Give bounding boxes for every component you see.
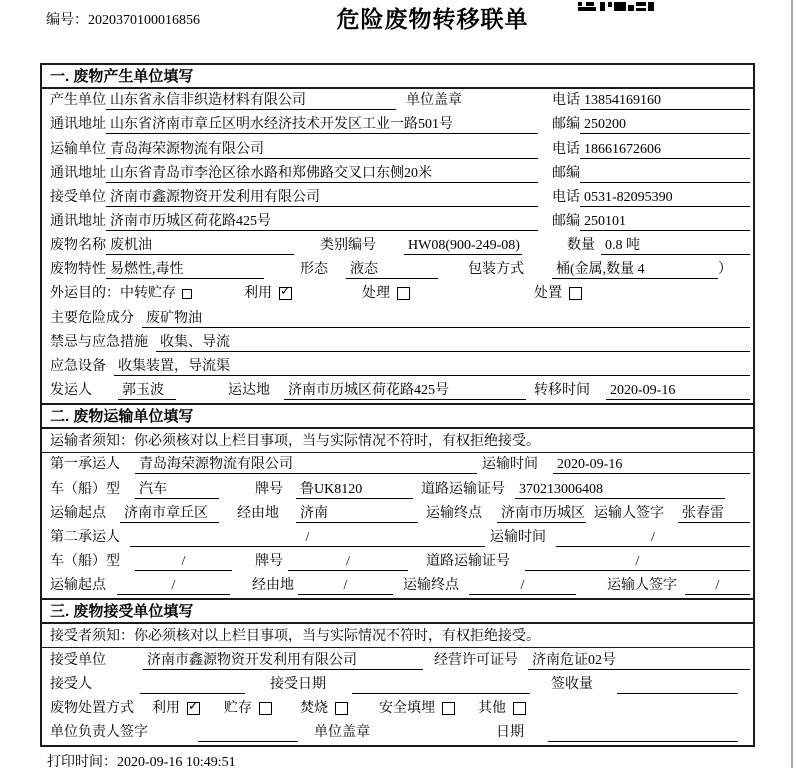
destination-value: 济南市历城区荷花路425号	[284, 381, 526, 400]
section3-header-label: 三. 废物接受单位填写	[50, 603, 194, 621]
transporter-address-row	[42, 162, 753, 186]
unit-signature-value	[198, 723, 298, 742]
producer-phone-value: 13854169160	[580, 91, 750, 110]
unit-signature-row	[42, 721, 753, 745]
disposal-option-utilize	[152, 699, 200, 718]
print-time-label: 打印时间：	[47, 755, 117, 770]
print-time-value: 2020-09-16 10:49:51	[117, 755, 236, 770]
address-label: 通讯地址	[50, 117, 106, 133]
route-end-label: 运输终点	[403, 578, 459, 594]
via-value: 济南	[296, 504, 418, 523]
phone-label: 电话	[552, 141, 580, 157]
transporter-notice-text: 运输者须知：你必须核对以上栏目事项，当与实际情况不符时，有权拒绝接受。	[50, 433, 540, 449]
option-label: 中转贮存	[120, 286, 176, 302]
road-permit-value: /	[525, 552, 750, 571]
receiver-row	[42, 186, 753, 210]
received-quantity-label: 签收量	[551, 676, 593, 692]
via-value: /	[298, 576, 393, 595]
checkbox-icon	[279, 287, 292, 300]
disposal-method-row	[42, 697, 753, 721]
producer-value: 山东省永信非织造材料有限公司	[106, 91, 396, 110]
disposal-method-label: 废物处置方式	[50, 700, 134, 716]
receiver-notice-text: 接受者须知：你必须核对以上栏目事项，当与实际情况不符时，有权拒绝接受。	[50, 628, 540, 644]
second-carrier-value: /	[130, 528, 485, 547]
option-label: 处理	[362, 286, 390, 302]
zip-label: 邮编	[552, 165, 580, 181]
section3-header	[42, 598, 753, 624]
producer-address-value: 山东省济南市章丘区明水经济技术开发区工业一路501号	[106, 115, 538, 134]
category-label: 类别编号	[320, 238, 376, 254]
disposal-option-store	[224, 699, 272, 718]
page-right-edge	[791, 0, 793, 768]
equipment-value: 收集装置，导流渠	[114, 357, 750, 376]
second-carrier-label: 第二承运人	[50, 529, 120, 545]
section1-header	[42, 65, 753, 89]
hazard-label: 主要危险成分	[50, 310, 134, 326]
acceptor-row	[42, 673, 753, 697]
receiver-zip-value: 250101	[580, 212, 750, 231]
accepting-unit-label: 接受单位	[50, 652, 106, 668]
phone-label: 电话	[552, 189, 580, 205]
checkbox-icon	[335, 702, 348, 715]
checkbox-icon	[187, 702, 200, 715]
carrier-signature-label: 运输人签字	[607, 578, 677, 594]
accept-date-label: 接受日期	[270, 676, 326, 692]
transport-time-value: /	[556, 528, 750, 547]
second-route-row	[42, 574, 753, 598]
road-permit-label: 道路运输证号	[421, 481, 505, 497]
first-vehicle-row	[42, 477, 753, 501]
section2-header	[42, 403, 753, 429]
transporter-zip-value	[580, 164, 750, 183]
zip-label: 邮编	[552, 213, 580, 229]
unit-seal-label: 单位盖章	[314, 724, 370, 740]
zip-label: 邮编	[552, 117, 580, 133]
first-carrier-label: 第一承运人	[50, 457, 120, 473]
option-label: 其他	[478, 700, 506, 716]
waste-name-label: 废物名称	[50, 238, 106, 254]
producer-label: 产生单位	[50, 93, 106, 109]
transporter-address-value: 山东省青岛市李沧区徐水路和郑佛路交叉口东侧20米	[106, 164, 538, 183]
receiver-phone-value: 0531-82095390	[580, 188, 750, 207]
shipper-value: 郭玉波	[118, 381, 176, 400]
checkbox-icon	[259, 702, 272, 715]
purpose-option-storage	[120, 284, 192, 303]
acceptor-value	[140, 675, 245, 694]
route-start-label: 运输起点	[50, 578, 106, 594]
checkbox-icon	[397, 287, 410, 300]
route-start-label: 运输起点	[50, 505, 106, 521]
transport-time-value: 2020-09-16	[553, 455, 750, 474]
accepting-unit-row	[42, 648, 753, 672]
plate-label: 牌号	[255, 481, 283, 497]
packing-close-paren: ）	[718, 262, 732, 278]
carrier-signature-label: 运输人签字	[594, 505, 664, 521]
accept-date-value	[352, 675, 530, 694]
via-label: 经由地	[237, 505, 279, 521]
form-value: 液态	[346, 260, 438, 279]
route-start-value: /	[117, 576, 230, 595]
first-route-row	[42, 502, 753, 526]
address-label: 通讯地址	[50, 165, 106, 181]
seal-label: 单位盖章	[406, 93, 462, 109]
route-end-label: 运输终点	[426, 505, 482, 521]
shipper-row	[42, 379, 753, 403]
via-label: 经由地	[252, 578, 294, 594]
option-label: 安全填埋	[379, 700, 435, 716]
hazard-component-row	[42, 306, 753, 330]
section1-header-label: 一. 废物产生单位填写	[50, 68, 194, 86]
received-quantity-value	[617, 675, 738, 694]
vehicle-type-label: 车（船）型	[50, 481, 120, 497]
waste-character-row	[42, 258, 753, 282]
serial-label: 编号：	[46, 13, 88, 28]
character-value: 易燃性,毒性	[106, 260, 264, 279]
first-carrier-value: 青岛海荣源物流有限公司	[135, 455, 477, 474]
transporter-phone-value: 18661672606	[580, 140, 750, 159]
license-label: 经营许可证号	[434, 652, 518, 668]
vehicle-type-value: /	[135, 552, 232, 571]
acceptor-label: 接受人	[50, 676, 92, 692]
vehicle-type-label: 车（船）型	[50, 553, 120, 569]
receiver-label: 接受单位	[50, 189, 106, 205]
section2-header-label: 二. 废物运输单位填写	[50, 408, 194, 426]
form-label: 形态	[300, 262, 328, 278]
transfer-time-label: 转移时间	[534, 382, 590, 398]
vehicle-type-value: 汽车	[135, 480, 219, 499]
waste-name-row	[42, 234, 753, 258]
road-permit-value: 370213006408	[515, 480, 725, 499]
receiver-address-row	[42, 210, 753, 234]
route-end-value: 济南市历城区	[497, 504, 586, 523]
producer-address-row	[42, 113, 753, 137]
hazard-value: 废矿物油	[142, 309, 750, 328]
option-label: 利用	[244, 286, 272, 302]
transporter-row	[42, 137, 753, 161]
equipment-label: 应急设备	[50, 358, 106, 374]
checkbox-icon	[569, 287, 582, 300]
unit-signature-label: 单位负责人签字	[50, 724, 148, 740]
transport-time-label: 运输时间	[482, 457, 538, 473]
purpose-option-treat	[362, 284, 410, 303]
second-vehicle-row	[42, 550, 753, 574]
transfer-form-table	[40, 63, 755, 747]
checkbox-icon	[513, 702, 526, 715]
transfer-time-value: 2020-09-16	[606, 381, 750, 400]
purpose-label: 外运目的：	[50, 286, 120, 302]
plate-value: 鲁UK8120	[296, 480, 413, 499]
second-carrier-row	[42, 526, 753, 550]
emergency-equipment-row	[42, 355, 753, 379]
packing-label: 包装方式	[468, 262, 524, 278]
date-value	[548, 723, 738, 742]
category-value: HW08(900-249-08)	[404, 236, 522, 255]
packing-value: 桶(金属,数量 4	[552, 260, 718, 279]
producer-zip-value: 250200	[580, 115, 750, 134]
taboo-measures-row	[42, 331, 753, 355]
page-title: 危险废物转移联单	[336, 6, 529, 32]
print-time-line	[47, 751, 236, 771]
receiver-value: 济南市鑫源物资开发利用有限公司	[106, 188, 538, 207]
option-label: 贮存	[224, 700, 252, 716]
transporter-value: 青岛海荣源物流有限公司	[106, 140, 538, 159]
qr-code-fragment-icon	[578, 0, 654, 16]
checkbox-icon	[182, 289, 192, 299]
transport-purpose-row	[42, 282, 753, 306]
disposal-option-incinerate	[300, 699, 348, 718]
route-start-value: 济南市章丘区	[120, 504, 219, 523]
accepting-unit-value: 济南市鑫源物资开发利用有限公司	[143, 651, 423, 670]
producer-row	[42, 89, 753, 113]
option-label: 利用	[152, 700, 180, 716]
disposal-option-landfill	[379, 699, 455, 718]
disposal-option-other	[478, 699, 526, 718]
taboo-value: 收集、导流	[156, 333, 750, 352]
shipper-label: 发运人	[50, 382, 92, 398]
phone-label: 电话	[552, 93, 580, 109]
quantity-label: 数量	[567, 238, 595, 254]
purpose-option-utilize	[244, 284, 292, 303]
taboo-label: 禁忌与应急措施	[50, 334, 148, 350]
date-label: 日期	[496, 724, 524, 740]
license-value: 济南危证02号	[528, 651, 750, 670]
plate-value: /	[288, 552, 408, 571]
transporter-label: 运输单位	[50, 141, 106, 157]
plate-label: 牌号	[255, 553, 283, 569]
transporter-notice-row	[42, 429, 753, 453]
waste-name-value: 废机油	[106, 236, 294, 255]
receiver-address-value: 济南市历城区荷花路425号	[106, 212, 538, 231]
purpose-option-dispose	[534, 284, 582, 303]
receiver-notice-row	[42, 624, 753, 648]
carrier-signature-value: /	[685, 576, 750, 595]
serial-value: 2020370100016856	[88, 13, 200, 28]
address-label: 通讯地址	[50, 213, 106, 229]
first-carrier-row	[42, 453, 753, 477]
quantity-value: 0.8 吨	[601, 236, 750, 255]
carrier-signature-value: 张春雷	[678, 504, 750, 523]
character-label: 废物特性	[50, 262, 106, 278]
road-permit-label: 道路运输证号	[426, 553, 510, 569]
transport-time-label: 运输时间	[490, 529, 546, 545]
checkbox-icon	[442, 702, 455, 715]
option-label: 处置	[534, 286, 562, 302]
route-end-value: /	[469, 576, 576, 595]
destination-label: 运达地	[228, 382, 270, 398]
option-label: 焚烧	[300, 700, 328, 716]
